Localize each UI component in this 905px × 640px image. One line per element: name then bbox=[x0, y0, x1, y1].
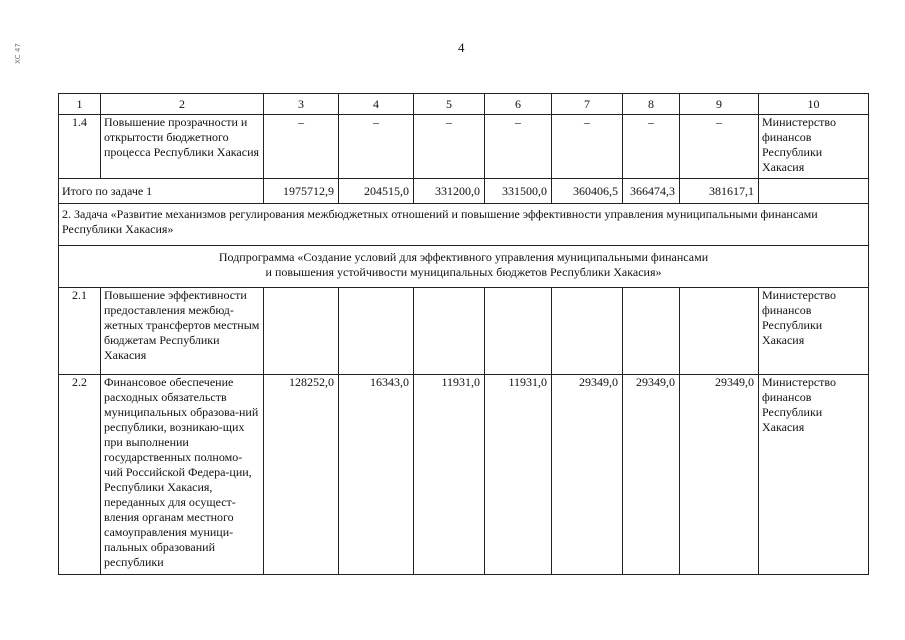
header-cell: 3 bbox=[264, 94, 339, 115]
header-row bbox=[59, 94, 869, 115]
value-cell: – bbox=[552, 115, 623, 179]
total-label: Итого по задаче 1 bbox=[59, 179, 264, 204]
executor: Министерство финансов Республики Хакасия bbox=[759, 288, 869, 375]
header-cell: 9 bbox=[680, 94, 759, 115]
header-cell: 7 bbox=[552, 94, 623, 115]
total-row bbox=[59, 179, 869, 204]
total-value: 331200,0 bbox=[414, 179, 485, 204]
header-cell: 10 bbox=[759, 94, 869, 115]
subprogram-line-2: и повышения устойчивости муниципальных бюджетов Республики Хакасия» bbox=[265, 265, 662, 279]
header-cell: 1 bbox=[59, 94, 101, 115]
subprogram-heading bbox=[59, 246, 869, 288]
value-cell: 29349,0 bbox=[552, 375, 623, 575]
row-number: 2.2 bbox=[59, 375, 101, 575]
value-cell: – bbox=[264, 115, 339, 179]
header-cell: 5 bbox=[414, 94, 485, 115]
empty-cell bbox=[623, 288, 680, 375]
total-value: 1975712,9 bbox=[264, 179, 339, 204]
empty-cell bbox=[414, 288, 485, 375]
budget-table bbox=[58, 93, 869, 575]
empty-cell bbox=[552, 288, 623, 375]
row-number: 1.4 bbox=[59, 115, 101, 179]
total-value: 381617,1 bbox=[680, 179, 759, 204]
measure-name: Финансовое обеспечение расходных обязательств муниципальных образова-ний республики, возникаю-щих при выполнении государственных полномо-чий Российской Федера-ции, Республики Хакасия, переданных для осущест-вления органам местного самоуправления муници-пальных образований республики bbox=[101, 375, 264, 575]
row-number: 2.1 bbox=[59, 288, 101, 375]
value-cell: 29349,0 bbox=[680, 375, 759, 575]
header-cell: 2 bbox=[101, 94, 264, 115]
header-cell: 4 bbox=[339, 94, 414, 115]
task-heading: 2. Задача «Развитие механизмов регулирования межбюджетных отношений и повышение эффективности управления муниципальными финансами Республики Хакасия» bbox=[59, 204, 869, 246]
table-row bbox=[59, 375, 869, 575]
task-row bbox=[59, 204, 869, 246]
total-value: 360406,5 bbox=[552, 179, 623, 204]
table-row bbox=[59, 115, 869, 179]
subprogram-line-1: Подпрограмма «Создание условий для эффективного управления муниципальными финансами bbox=[218, 250, 709, 264]
margin-note: ХС 47 bbox=[14, 43, 22, 64]
measure-name: Повышение эффективности предоставления межбюд-жетных трансфертов местным бюджетам Республики Хакасия bbox=[101, 288, 264, 375]
empty-cell bbox=[339, 288, 414, 375]
value-cell: – bbox=[339, 115, 414, 179]
header-cell: 8 bbox=[623, 94, 680, 115]
value-cell: 128252,0 bbox=[264, 375, 339, 575]
value-cell: – bbox=[623, 115, 680, 179]
empty-cell bbox=[680, 288, 759, 375]
empty-cell bbox=[264, 288, 339, 375]
value-cell: 16343,0 bbox=[339, 375, 414, 575]
value-cell: – bbox=[414, 115, 485, 179]
subprogram-row bbox=[59, 246, 869, 288]
table-row bbox=[59, 288, 869, 375]
total-value: 204515,0 bbox=[339, 179, 414, 204]
total-value: 331500,0 bbox=[485, 179, 552, 204]
measure-name: Повышение прозрачности и открытости бюджетного процесса Республики Хакасия bbox=[101, 115, 264, 179]
total-value: 366474,3 bbox=[623, 179, 680, 204]
empty-cell bbox=[759, 179, 869, 204]
executor: Министерство финансов Республики Хакасия bbox=[759, 375, 869, 575]
value-cell: – bbox=[485, 115, 552, 179]
empty-cell bbox=[485, 288, 552, 375]
executor: Министерство финансов Республики Хакасия bbox=[759, 115, 869, 179]
page-number: 4 bbox=[458, 40, 465, 55]
value-cell: 29349,0 bbox=[623, 375, 680, 575]
header-cell: 6 bbox=[485, 94, 552, 115]
value-cell: 11931,0 bbox=[485, 375, 552, 575]
value-cell: 11931,0 bbox=[414, 375, 485, 575]
value-cell: – bbox=[680, 115, 759, 179]
